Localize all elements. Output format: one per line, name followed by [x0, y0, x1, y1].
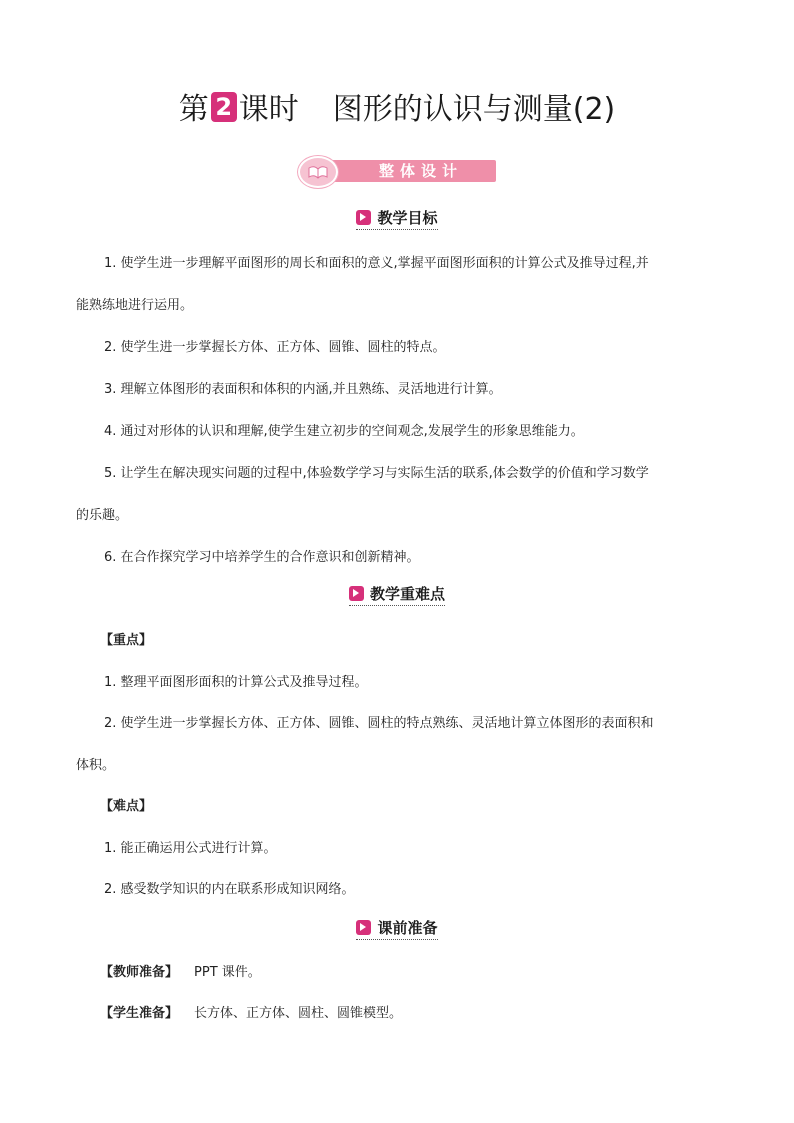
teacher-prep-label: 【教师准备】 [100, 965, 179, 980]
overall-design-banner [298, 156, 496, 184]
section-heading-key: 教学重难点 [0, 584, 794, 608]
goal-line: 3. 理解立体图形的表面积和体积的内涵,并且熟练、灵活地进行计算。 [104, 382, 502, 397]
difficulty-line: 2. 感受数学知识的内在联系形成知识网络。 [104, 882, 355, 897]
flag-icon [356, 210, 371, 225]
goal-line: 能熟练地进行运用。 [76, 298, 194, 313]
focus-line: 1. 整理平面图形面积的计算公式及推导过程。 [104, 675, 368, 690]
page-title [0, 88, 794, 132]
goal-line: 6. 在合作探究学习中培养学生的合作意识和创新精神。 [104, 550, 420, 565]
student-prep-label: 【学生准备】 [100, 1006, 179, 1021]
focus-label: 【重点】 [100, 633, 153, 648]
lesson-number-badge: 2 [211, 92, 237, 122]
title-main: 图形的认识与测量(2) [332, 92, 616, 127]
title-suffix: 课时 [238, 92, 299, 127]
teacher-prep-value: PPT 课件。 [194, 965, 261, 980]
focus-line: 2. 使学生进一步掌握长方体、正方体、圆锥、圆柱的特点熟练、灵活地计算立体图形的表面积和 [104, 716, 654, 731]
goal-line: 5. 让学生在解决现实问题的过程中,体验数学学习与实际生活的联系,体会数学的价值和学习数学 [104, 466, 649, 481]
flag-icon [349, 586, 364, 601]
difficulty-line: 1. 能正确运用公式进行计算。 [104, 841, 277, 856]
student-prep-line [100, 1004, 750, 1024]
goal-line: 的乐趣。 [76, 508, 129, 523]
student-prep-value: 长方体、正方体、圆柱、圆锥模型。 [194, 1006, 403, 1021]
focus-line: 体积。 [76, 758, 116, 773]
section-heading-goals: 教学目标 [0, 208, 794, 232]
goal-line: 2. 使学生进一步掌握长方体、正方体、圆锥、圆柱的特点。 [104, 340, 446, 355]
flag-icon [356, 920, 371, 935]
open-book-icon [298, 156, 338, 188]
banner-label: 整体设计 [378, 162, 463, 180]
teacher-prep-line [100, 963, 750, 983]
difficulty-label: 【难点】 [100, 799, 153, 814]
goal-line: 1. 使学生进一步理解平面图形的周长和面积的意义,掌握平面图形面积的计算公式及推导过程,并 [104, 256, 649, 271]
goal-line: 4. 通过对形体的认识和理解,使学生建立初步的空间观念,发展学生的形象思维能力。 [104, 424, 584, 439]
section-heading-prep: 课前准备 [0, 918, 794, 942]
title-prefix: 第 [178, 92, 209, 127]
